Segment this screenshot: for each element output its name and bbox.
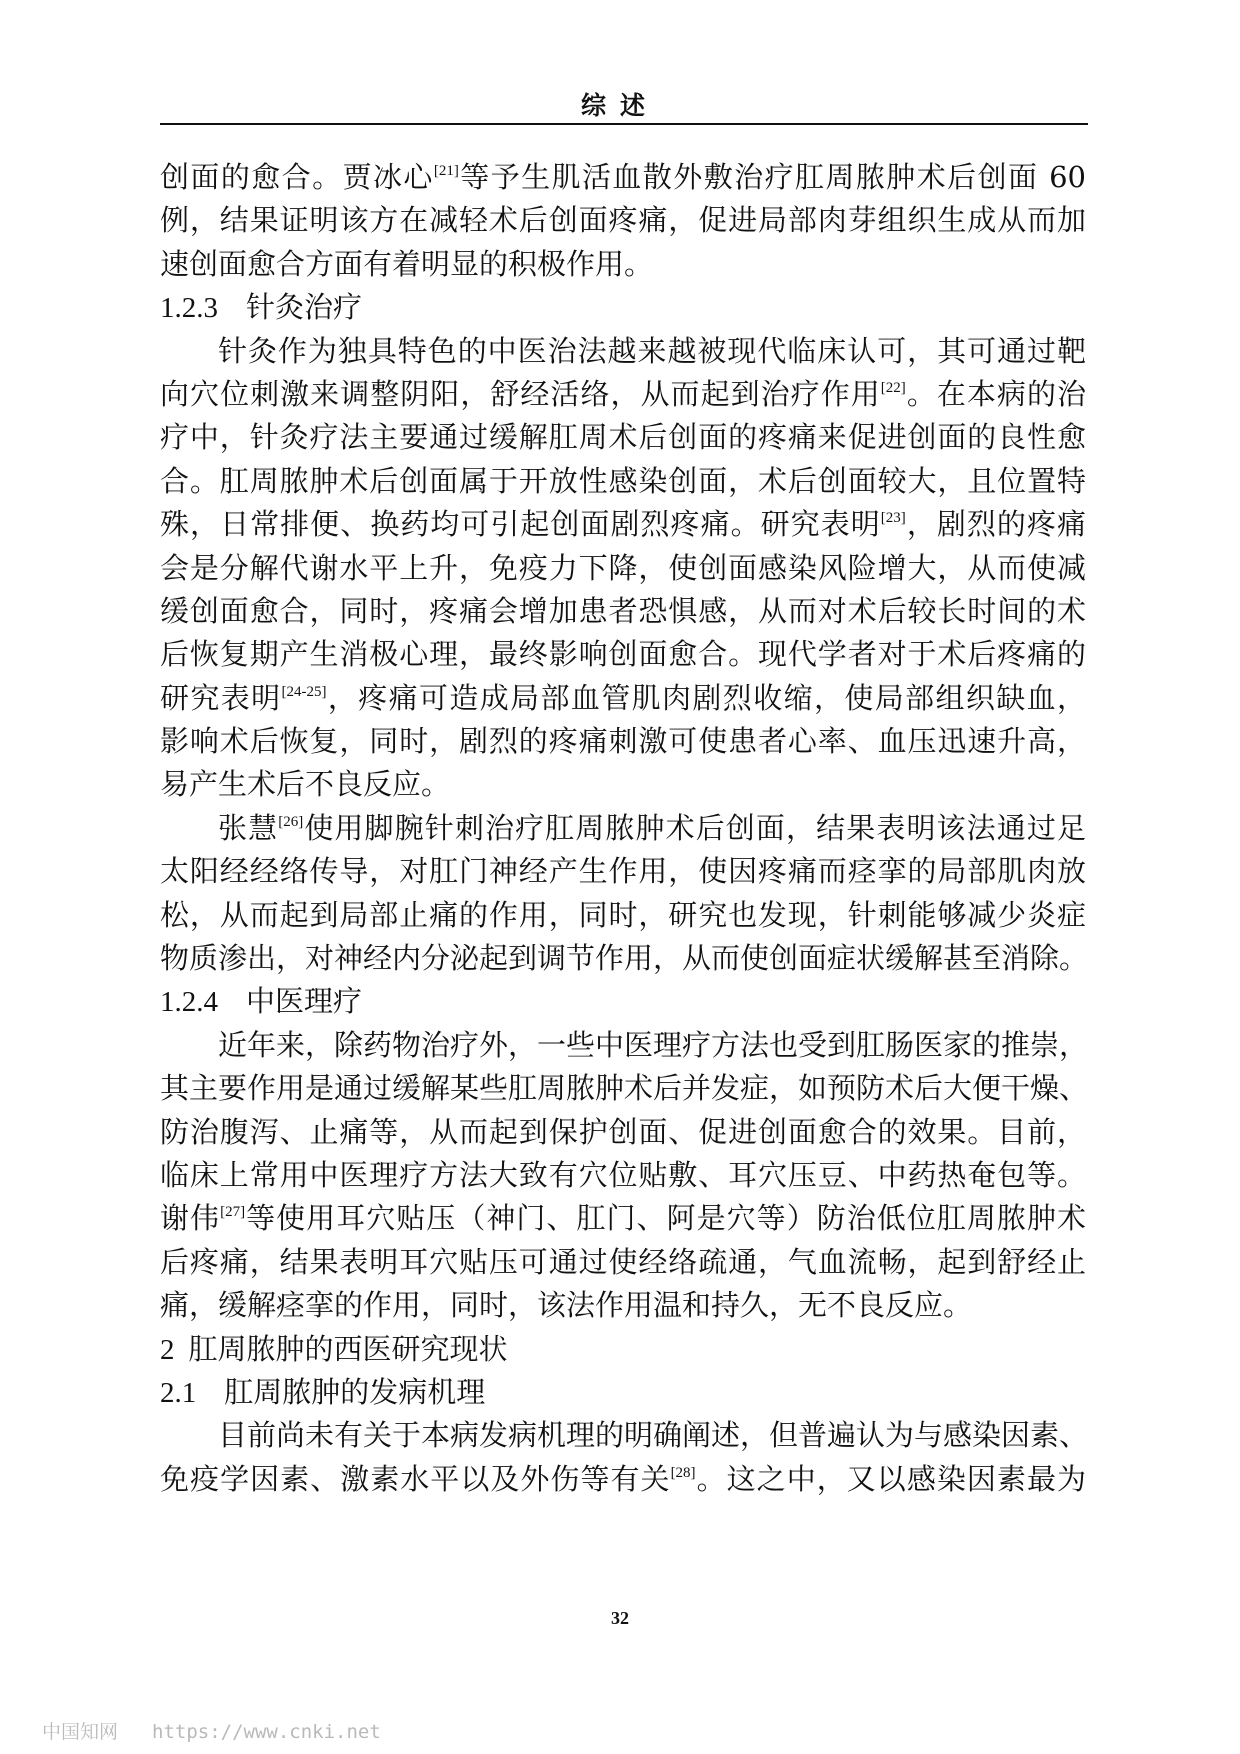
citation-ref: [27]: [220, 1204, 246, 1221]
text-span: 向穴位刺激来调整阴阳，舒经活络，从而起到治疗作用: [160, 376, 881, 411]
text-span: 免疫学因素、激素水平以及外伤等有关: [160, 1461, 671, 1496]
text-span: 。这之中，又以感染因素最为: [695, 1461, 1086, 1496]
text-span: ，疼痛可造成局部血管肌肉剧烈收缩，使局部组织缺血，: [326, 680, 1086, 715]
text-line: [160, 503, 1086, 546]
text-line: 后疼痛，结果表明耳穴贴压可通过使经络疏通，气血流畅，起到舒经止: [160, 1244, 1086, 1279]
text-line: 太阳经经络传导，对肛门神经产生作用，使因疼痛而痉挛的局部肌肉放: [160, 854, 1086, 889]
text-line: 目前尚未有关于本病发病机理的明确阐述，但普遍认为与感染因素、: [218, 1418, 1089, 1453]
text-span: 张慧: [218, 810, 279, 845]
text-line: 松，从而起到局部止痛的作用，同时，研究也发现，针刺能够减少炎症: [160, 897, 1086, 932]
section-number: 2.1: [160, 1376, 197, 1409]
section-heading-1-2-4: [160, 980, 1086, 1023]
citation-ref: [26]: [278, 813, 304, 830]
section-number: 2: [160, 1333, 175, 1366]
text-line: 临床上常用中医理疗方法大致有穴位贴敷、耳穴压豆、中药热奄包等。: [160, 1157, 1086, 1192]
text-line: 其主要作用是通过缓解某些肛周脓肿术后并发症，如预防术后大便干燥、: [160, 1071, 1089, 1106]
text-line: 物质渗出，对神经内分泌起到调节作用，从而使创面症状缓解甚至消除。: [160, 941, 1089, 976]
text-line: 例，结果证明该方在减轻术后创面疼痛，促进局部肉芽组织生成从而加: [160, 203, 1086, 238]
text-line: [160, 1458, 1086, 1501]
text-span: 研究表明: [160, 680, 282, 715]
section-title: 中医理疗: [246, 984, 363, 1019]
text-line: [160, 1197, 1086, 1240]
text-line: 痛，缓解痉挛的作用，同时，该法作用温和持久，无不良反应。: [160, 1288, 973, 1323]
text-span: 殊，日常排便、换药均可引起创面剧烈疼痛。研究表明: [160, 507, 881, 542]
citation-ref: [28]: [670, 1464, 696, 1481]
section-heading-1-2-3: [160, 286, 1086, 329]
citation-ref: [23]: [880, 510, 906, 527]
section-title: 针灸治疗: [246, 290, 363, 325]
section-title: 肛周脓肿的西医研究现状: [188, 1331, 508, 1366]
text-line: 合。肛周脓肿术后创面属于开放性感染创面，术后创面较大，且位置特: [160, 463, 1086, 498]
watermark-url: https://www.cnki.net: [152, 1721, 381, 1743]
text-span: 等使用耳穴贴压（神门、肛门、阿是穴等）防治低位肛周脓肿术: [245, 1201, 1086, 1236]
text-line: [160, 677, 1086, 720]
watermark-brand: 中国知网: [42, 1721, 119, 1743]
text-line: [160, 807, 1086, 850]
text-line: 疗中，针灸疗法主要通过缓解肛周术后创面的疼痛来促进创面的良性愈: [160, 420, 1086, 455]
citation-ref: [22]: [880, 379, 906, 396]
text-line: 易产生术后不良反应。: [160, 767, 451, 802]
section-heading-2-1: [160, 1371, 1086, 1414]
citation-ref: [21]: [433, 163, 459, 179]
text-line: 后恢复期产生消极心理，最终影响创面愈合。现代学者对于术后疼痛的: [160, 637, 1086, 672]
section-heading-2: [160, 1328, 1086, 1371]
running-header: 综述: [580, 91, 659, 120]
text-line: 创面的愈合。贾冰心[21]等予生肌活血散外敷治疗肛周脓肿术后创面 60: [160, 160, 1086, 194]
section-title: 肛周脓肿的发病机理: [224, 1374, 486, 1409]
text-line: 防治腹泻、止痛等，从而起到保护创面、促进创面愈合的效果。目前，: [160, 1114, 1086, 1149]
text-line: [160, 373, 1086, 416]
watermark: [42, 1717, 381, 1744]
text-span: 谢伟: [160, 1201, 221, 1236]
text-line: 近年来，除药物治疗外，一些中医理疗方法也受到肛肠医家的推崇，: [218, 1027, 1089, 1062]
page-number: 32: [611, 1608, 629, 1628]
citation-ref: [24-25]: [281, 683, 327, 700]
text-line: 速创面愈合方面有着明显的积极作用。: [160, 246, 654, 281]
text-line: 影响术后恢复，同时，剧烈的疼痛刺激可使患者心率、血压迅速升高，: [160, 724, 1086, 759]
section-number: 1.2.4: [160, 986, 218, 1019]
header-rule: [160, 123, 1088, 125]
text-line: 缓创面愈合，同时，疼痛会增加患者恐惧感，从而对术后较长时间的术: [160, 593, 1086, 628]
text-line: 会是分解代谢水平上升，免疫力下降，使创面感染风险增大，从而使减: [160, 550, 1086, 585]
text-span: ，剧烈的疼痛: [905, 507, 1086, 542]
text-span: 使用脚腕针刺治疗肛周脓肿术后创面，结果表明该法通过足: [303, 810, 1086, 845]
section-number: 1.2.3: [160, 292, 218, 325]
text-span: 。在本病的治: [905, 376, 1086, 411]
body-text: [160, 156, 1089, 1501]
text-line: 针灸作为独具特色的中医治法越来越被现代临床认可，其可通过靶: [218, 333, 1086, 368]
